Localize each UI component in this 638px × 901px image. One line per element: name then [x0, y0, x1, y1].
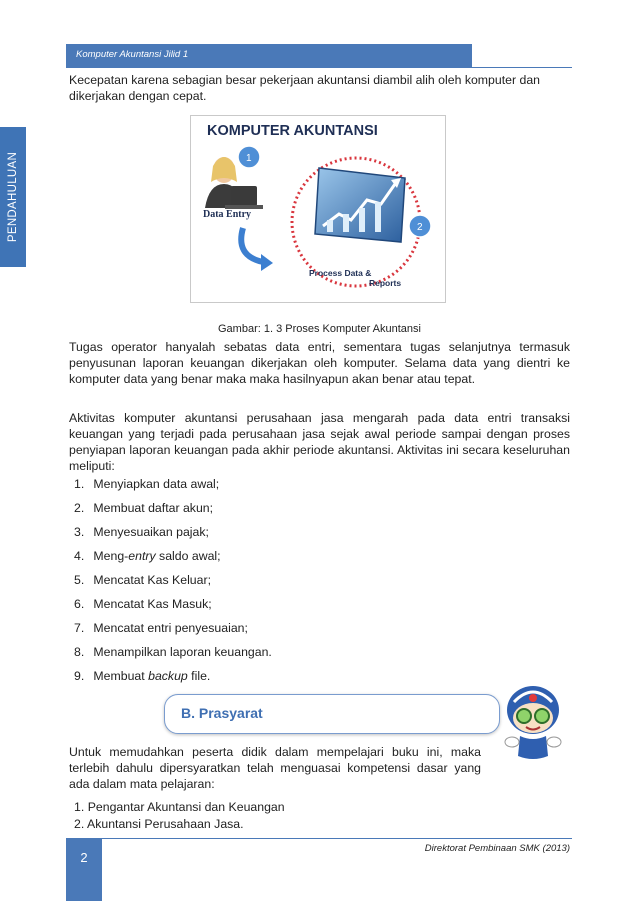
- list-item: 5. Mencatat Kas Keluar;: [74, 573, 211, 587]
- process-label-line2: Reports: [369, 278, 402, 288]
- prerequisite-list: [74, 799, 285, 833]
- page-number: 2: [80, 850, 88, 865]
- figure-illustration: [191, 116, 445, 302]
- mascot-icon: [498, 680, 568, 764]
- paragraph-activities: Aktivitas komputer akuntansi perusahaan jasa mengarah pada data entri transaksi keuangan yang terjadi pada perusahaan jasa sejak awal periode sampai dengan proses penyiapan laporan keuangan pada akhir periode akuntansi. Aktivitas ini secara keseluruhan meliputi:: [69, 411, 570, 473]
- header-bar: [66, 44, 472, 68]
- list-item: 8. Menampilkan laporan keuangan.: [74, 645, 272, 659]
- figure-komputer-akuntansi: [190, 115, 446, 303]
- section-heading-box: [164, 694, 500, 734]
- side-tab: [0, 127, 26, 267]
- list-item: 9. Membuat backup file.: [74, 669, 211, 683]
- paragraph-operator: Tugas operator hanyalah sebatas data entri, sementara tugas selanjutnya termasuk penyusunan laporan keuangan dikerjakan oleh komputer. Selama data yang dientri ke komputer data yang benar maka maka hasilnyapun akan benar atau tepat.: [69, 340, 570, 386]
- list-item: 4. Meng-entry saldo awal;: [74, 549, 221, 563]
- chart-screen-icon: [315, 168, 405, 242]
- list-item: 2. Akuntansi Perusahaan Jasa.: [74, 817, 244, 831]
- data-entry-label: Data Entry: [203, 209, 252, 220]
- header-rule: [472, 67, 572, 68]
- step-2-label: 2: [417, 222, 423, 233]
- figure-caption: Gambar: 1. 3 Proses Komputer Akuntansi: [218, 323, 421, 335]
- arrow-head-icon: [261, 254, 273, 271]
- list-item: 3. Menyesuaikan pajak;: [74, 525, 209, 539]
- list-item: 2. Membuat daftar akun;: [74, 501, 214, 515]
- paragraph-prerequisites: Untuk memudahkan peserta didik dalam mempelajari buku ini, maka terlebih dahulu dipersyaratkan telah menguasai kompetensi dasar yang ada dalam mata pelajaran:: [69, 745, 481, 791]
- arrow-icon: [241, 228, 263, 262]
- list-item: 1. Pengantar Akuntansi dan Keuangan: [74, 800, 285, 814]
- list-item: 1. Menyiapkan data awal;: [74, 477, 220, 491]
- footer-publisher: Direktorat Pembinaan SMK (2013): [424, 843, 570, 854]
- step-1-label: 1: [246, 153, 252, 164]
- side-tab-label: PENDAHULUAN: [7, 151, 19, 243]
- intro-paragraph: Kecepatan karena sebagian besar pekerjaan akuntansi diambil alih oleh komputer dan dikerjakan dengan cepat.: [69, 73, 541, 103]
- list-item: 6. Mencatat Kas Masuk;: [74, 597, 212, 611]
- figure-title: KOMPUTER AKUNTANSI: [207, 123, 378, 139]
- activity-list: [74, 476, 272, 692]
- footer-rule: [66, 838, 572, 839]
- section-heading: B. Prasyarat: [181, 705, 263, 721]
- header-title: Komputer Akuntansi Jilid 1: [76, 49, 189, 60]
- process-label-line1: Process Data &: [309, 268, 372, 278]
- page-number-tab: [66, 838, 102, 901]
- list-item: 7. Mencatat entri penyesuaian;: [74, 621, 248, 635]
